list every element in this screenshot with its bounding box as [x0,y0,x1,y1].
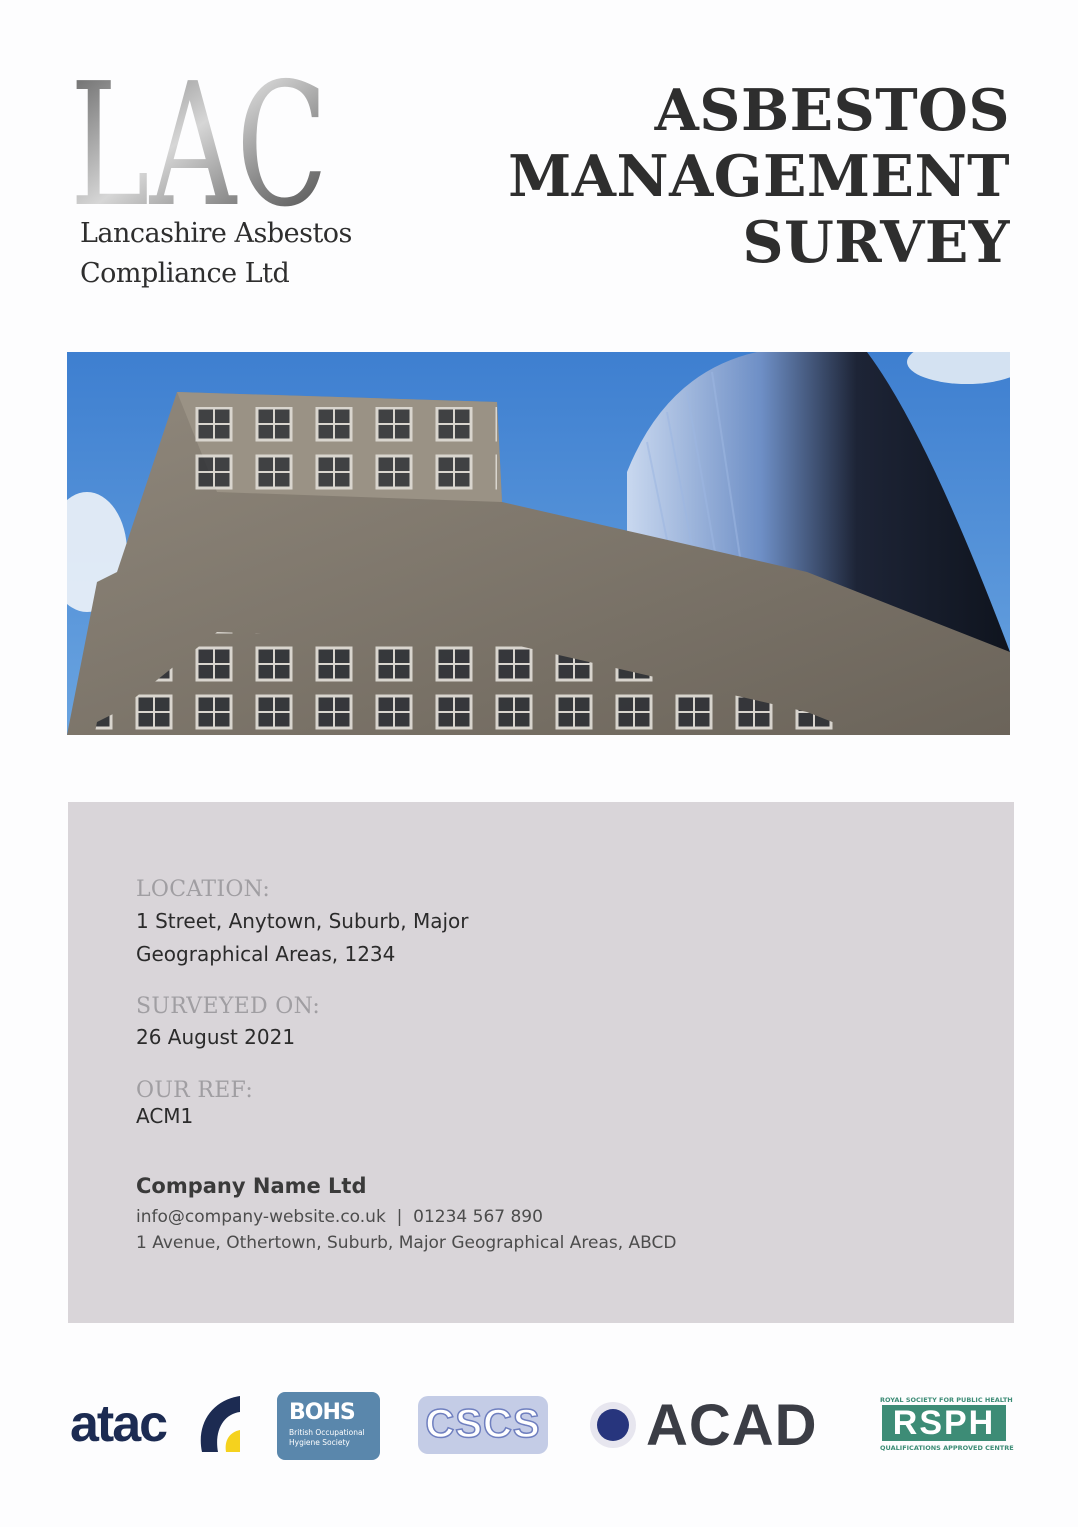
company-name: Company Name Ltd [136,1174,367,1198]
lac-monogram-logo [70,62,332,212]
acad-logo-text: ACAD [646,1393,818,1458]
bohs-logo-name: BOHS [289,1400,355,1425]
rsph-logo [880,1396,1014,1456]
lac-monogram-text: LAC [70,62,328,212]
title-line-2: MANAGEMENT [508,143,1010,210]
acad-logo [588,1392,843,1458]
rsph-logo-top: ROYAL SOCIETY FOR PUBLIC HEALTH [880,1396,1013,1404]
atac-swoosh-icon [192,1394,242,1460]
our-ref-label: OUR REF: [136,1078,254,1103]
building-illustration [67,352,1010,735]
cscs-logo-text: CSCS [425,1402,541,1446]
location-line-2: Geographical Areas, 1234 [136,942,396,966]
hero-building-photo [67,352,1010,735]
page-title [508,78,1010,276]
location-line-1: 1 Street, Anytown, Suburb, Major [136,909,469,933]
cscs-logo [418,1396,548,1454]
bohs-logo [277,1392,380,1460]
survey-info-panel [68,802,1014,1323]
company-logo-name-line2: Compliance Ltd [80,258,290,289]
acad-circle-icon [588,1400,638,1450]
rsph-logo-bottom: QUALIFICATIONS APPROVED CENTRE [880,1444,1014,1452]
bohs-logo-sub-line2: Hygiene Society [289,1438,350,1447]
atac-logo-text: atac [70,1395,167,1453]
company-logo-name-line1: Lancashire Asbestos [80,218,352,249]
bohs-logo-sub [289,1428,365,1448]
rsph-logo-text: RSPH [882,1405,1006,1441]
title-line-1: ASBESTOS [654,77,1010,144]
title-line-3: SURVEY [742,209,1010,276]
surveyed-on-label: SURVEYED ON: [136,994,321,1019]
location-label: LOCATION: [136,877,271,902]
contact-line: info@company-website.co.uk | 01234 567 890 [136,1207,543,1227]
surveyed-on-value: 26 August 2021 [136,1025,296,1049]
company-logo [70,62,352,302]
bohs-logo-sub-line1: British Occupational [289,1428,365,1437]
atac-logo [70,1392,240,1462]
our-ref-value: ACM1 [136,1104,194,1128]
company-address: 1 Avenue, Othertown, Suburb, Major Geographical Areas, ABCD [136,1233,677,1253]
